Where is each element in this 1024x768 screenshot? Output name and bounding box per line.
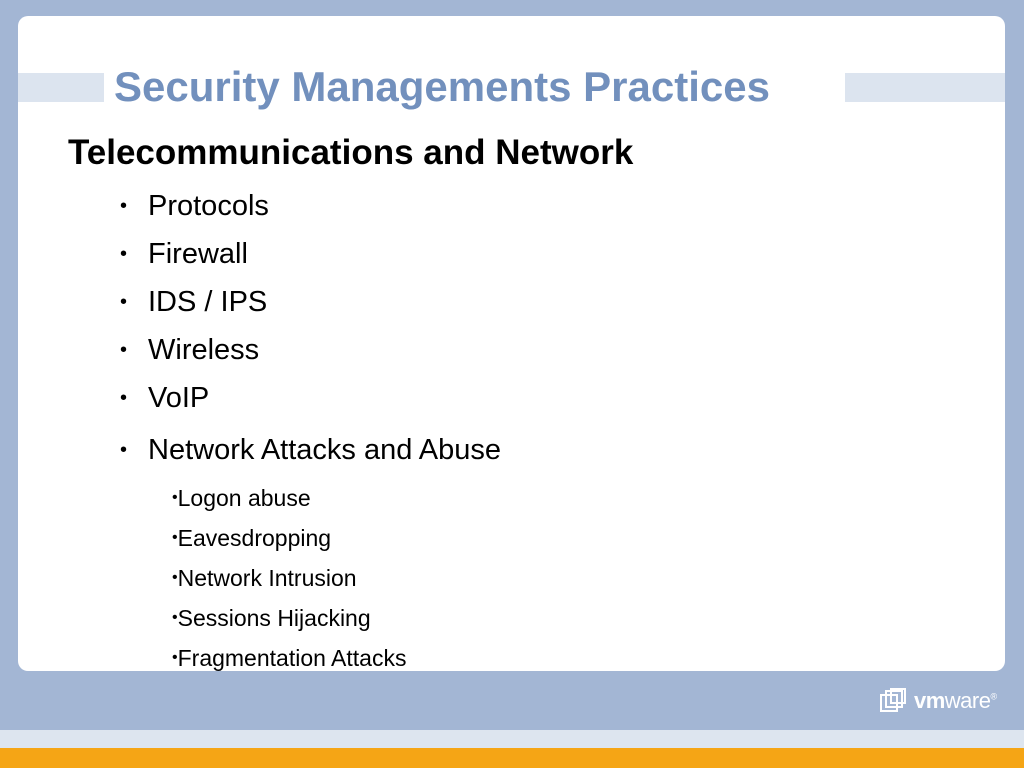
list-item — [120, 186, 501, 234]
title-band-right — [845, 73, 1005, 102]
logo-wordmark — [914, 688, 997, 714]
sub-bullet-list — [172, 480, 406, 680]
sub-list-item — [172, 600, 406, 640]
section-heading: Telecommunications and Network — [68, 133, 634, 172]
bullet-text: Network Attacks and Abuse — [148, 434, 502, 466]
title-band-left — [18, 73, 104, 102]
bullet-icon: • — [120, 291, 128, 313]
bullet-text: Firewall — [148, 238, 248, 270]
sub-bullet-text: Logon abuse — [177, 485, 311, 511]
bullet-icon: • — [172, 609, 178, 626]
list-item — [120, 430, 501, 478]
slide-title: Security Managements Practices — [114, 63, 770, 110]
bullet-icon: • — [120, 195, 128, 217]
bullet-icon: • — [120, 439, 128, 461]
list-item — [120, 282, 501, 330]
bullet-icon: • — [120, 387, 128, 409]
logo-suffix: ware — [944, 688, 991, 713]
bullet-icon: • — [172, 649, 178, 666]
vmware-logo — [880, 686, 997, 716]
bullet-icon: • — [172, 569, 178, 586]
bullet-icon: • — [120, 339, 128, 361]
bullet-list — [120, 186, 501, 478]
sub-bullet-text: Fragmentation Attacks — [177, 645, 407, 671]
bullet-text: VoIP — [148, 382, 210, 414]
sub-list-item — [172, 480, 406, 520]
sub-bullet-text: Sessions Hijacking — [177, 605, 371, 631]
sub-bullet-text: Network Intrusion — [177, 565, 357, 591]
logo-trademark: ® — [990, 691, 997, 702]
bullet-icon: • — [120, 243, 128, 265]
logo-prefix: vm — [914, 688, 945, 713]
vmware-logo-icon — [880, 688, 906, 714]
bullet-text: IDS / IPS — [148, 286, 268, 318]
list-item — [120, 234, 501, 282]
sub-list-item — [172, 640, 406, 680]
list-item — [120, 330, 501, 378]
sub-list-item — [172, 560, 406, 600]
bottom-strip-orange — [0, 748, 1024, 768]
bullet-icon: • — [172, 489, 178, 506]
bullet-icon: • — [172, 529, 178, 546]
sub-bullet-text: Eavesdropping — [177, 525, 332, 551]
list-item — [120, 378, 501, 426]
bullet-text: Protocols — [148, 190, 269, 222]
bullet-text: Wireless — [148, 334, 260, 366]
bottom-strip-light — [0, 730, 1024, 748]
sub-list-item — [172, 520, 406, 560]
